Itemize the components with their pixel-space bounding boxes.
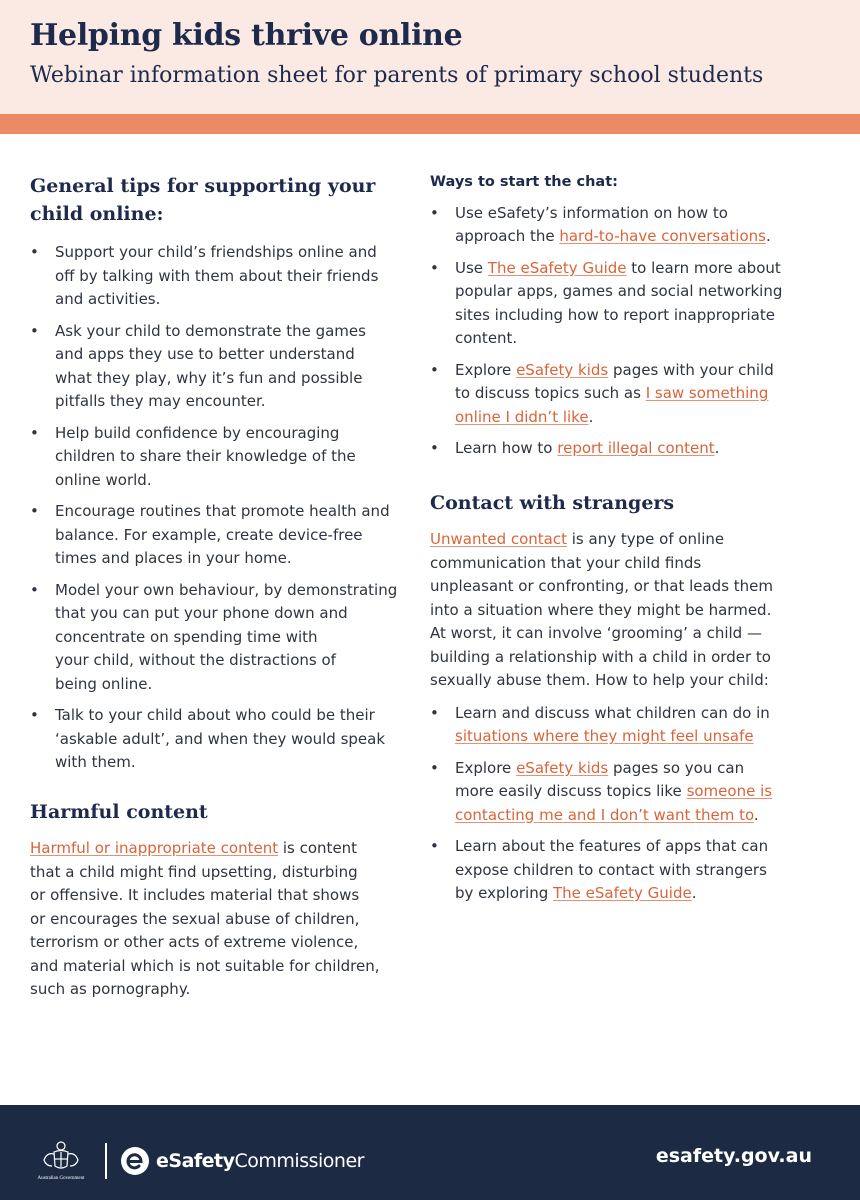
header-banner	[0, 0, 860, 114]
unwanted-contact-link[interactable]: Unwanted contact	[430, 530, 567, 548]
strangers-list	[430, 702, 814, 906]
australian-government-crest-icon	[30, 1140, 92, 1182]
footer-divider	[105, 1143, 107, 1179]
list-item: • Explore eSafety kids pages so you can more easily discuss topics like someone is contacting me and I don’t want them to.	[430, 757, 814, 828]
report-illegal-content-link[interactable]: report illegal content	[557, 439, 715, 457]
chat-section	[430, 171, 814, 461]
esafety-e-icon	[120, 1146, 150, 1176]
chat-heading: Ways to start the chat:	[430, 174, 618, 190]
harmful-content-section	[30, 798, 416, 1002]
strangers-text: Unwanted contact is any type of online communication that your child finds unpleasant or confronting, or that leads them into a situation where they might be harmed. At worst, it can involve ‘grooming’ a child — building a relationship with a child in order to sexually abuse them. How to help your child:	[430, 530, 774, 689]
list-item: • Ask your child to demonstrate the games and apps they use to better understand what they play, why it’s fun and possible pitfalls they may encounter.	[30, 320, 416, 414]
chat-list	[430, 202, 814, 461]
list-item: • Use The eSafety Guide to learn more about popular apps, games and social networking sites including how to report inappropriate content.	[430, 257, 814, 351]
i-saw-something-link[interactable]: I saw something	[645, 384, 769, 402]
list-item: • Support your child’s friendships online and off by talking with them about their friends and activities.	[30, 241, 416, 312]
someone-contacting-link[interactable]: someone is	[686, 782, 773, 800]
esafety-kids-link[interactable]: eSafety kids	[516, 360, 609, 379]
list-item: • Learn how to report illegal content.	[430, 437, 814, 461]
someone-contacting-link-cont[interactable]: contacting me and I don’t want them to	[455, 805, 754, 824]
harmful-content-heading: Harmful content	[30, 801, 208, 823]
harmful-content-text: Harmful or inappropriate content is content that a child might find upsetting, disturbing or offensive. It includes material that shows or encourages the sexual abuse of children, terrorism or other acts of extreme violence, and material which is not suitable for children, such as pornography.	[30, 839, 380, 998]
page-title: Helping kids thrive online	[30, 18, 463, 53]
list-item: • Use eSafety’s information on how to approach the hard-to-have conversations.	[430, 202, 814, 249]
situations-unsafe-link[interactable]: situations where they might feel unsafe	[455, 727, 754, 745]
logo-text-regular: Commissioner	[234, 1150, 364, 1172]
esafety-commissioner-logo[interactable]	[120, 1146, 364, 1176]
general-tips-heading: General tips for supporting your child online:	[30, 175, 376, 225]
i-saw-something-link-cont[interactable]: online I didn’t like	[455, 407, 589, 426]
strangers-section	[430, 489, 814, 906]
logo-text-bold: eSafety	[156, 1150, 235, 1172]
list-item: • Explore eSafety kids pages with your child to discuss topics such as I saw something online I didn’t like.	[430, 359, 814, 430]
list-item: • Encourage routines that promote health and balance. For example, create device-free times and places in your home.	[30, 500, 416, 571]
list-item: • Model your own behaviour, by demonstrating that you can put your phone down and concentrate on spending time with your child, without the distractions of being online.	[30, 579, 416, 697]
list-item: • Learn about the features of apps that can expose children to contact with strangers by exploring The eSafety Guide.	[430, 835, 814, 906]
list-item: • Learn and discuss what children can do in situations where they might feel unsafe	[430, 702, 814, 749]
list-item: • Help build confidence by encouraging children to share their knowledge of the online world.	[30, 422, 416, 493]
list-item: • Talk to your child about who could be their ‘askable adult’, and when they would speak with them.	[30, 704, 416, 775]
left-column	[30, 172, 416, 775]
accent-bar	[0, 114, 860, 134]
esafety-guide-link-2[interactable]: The eSafety Guide	[553, 884, 692, 902]
website-url[interactable]: esafety.gov.au	[655, 1145, 812, 1167]
esafety-guide-link[interactable]: The eSafety Guide	[487, 258, 627, 277]
general-tips-list	[30, 241, 416, 775]
hard-to-have-conversations-link[interactable]: hard-to-have conversations	[559, 227, 766, 245]
harmful-content-link[interactable]: Harmful or inappropriate content	[30, 839, 279, 857]
strangers-heading: Contact with strangers	[430, 492, 675, 514]
crest-caption: Australian Government	[37, 1176, 85, 1181]
esafety-kids-link-2[interactable]: eSafety kids	[516, 758, 609, 777]
page-subtitle: Webinar information sheet for parents of primary school students	[30, 63, 764, 88]
